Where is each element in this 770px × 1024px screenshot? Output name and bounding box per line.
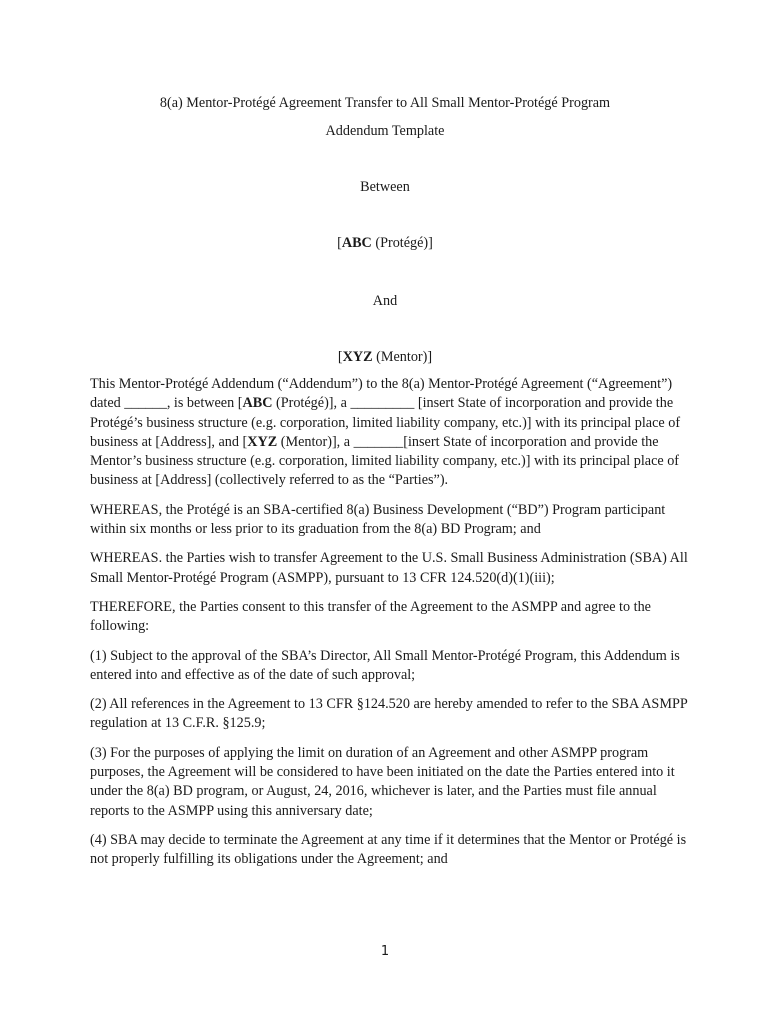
- protege-role: (Protégé)]: [371, 235, 433, 251]
- intro-paragraph: [90, 375, 690, 491]
- document-subtitle: Addendum Template: [325, 123, 445, 139]
- mentor-role: (Mentor)]: [372, 349, 433, 365]
- clause-2: (2) All references in the Agreement to 13 CFR §124.520 are hereby amended to refer to the SBA ASMPP regulation at 13 C.F.R. §125.9;: [90, 696, 688, 732]
- clause-3: (3) For the purposes of applying the limit on duration of an Agreement and other ASMPP program purposes, the Agreement will be considered to have been initiated on the date the Parties entered into it under the 8(a) BD program, or August, 24, 2016, whichever is later, and the Parties must file annual reports to the ASMPP using this anniversary date;: [90, 744, 675, 819]
- clause-1: (1) Subject to the approval of the SBA’s Director, All Small Mentor-Protégé Program, this Addendum is entered into and effective as of the date of such approval;: [90, 647, 680, 683]
- party2-open-bracket: [: [337, 349, 343, 365]
- between-label: Between: [360, 179, 410, 195]
- whereas-paragraph-1: WHEREAS, the Protégé is an SBA-certified 8(a) Business Development (“BD”) Program participant within six months or less prior to its graduation from the 8(a) BD Program; and: [90, 501, 666, 538]
- mentor-party-line: [0, 348, 770, 366]
- clause-4: (4) SBA may decide to terminate the Agreement at any time if it determines that the Mentor or Protégé is not properly fulfilling its obligations under the Agreement; and: [90, 831, 687, 868]
- and-label: And: [372, 293, 398, 309]
- party1-open-bracket: [: [337, 235, 342, 251]
- intro-text-3: (Mentor)], a _______[insert State of incorporation and provide the Mentor’s business structure (e.g. corporation, limited liability company, etc.)] with its principal place of business at [Address] (collectively referred to as the “Parties”).: [90, 433, 680, 489]
- mentor-name: XYZ: [342, 349, 373, 365]
- intro-protege-name: ABC: [242, 395, 273, 412]
- page-number: 1: [380, 944, 390, 959]
- protege-name: ABC: [341, 235, 372, 251]
- intro-text-1: This Mentor-Protégé Addendum (“Addendum”) to the 8(a) Mentor-Protégé Agreement (“Agreement”) dated ______, is between [: [90, 376, 673, 412]
- document-title: 8(a) Mentor-Protégé Agreement Transfer to All Small Mentor-Protégé Program: [159, 95, 611, 111]
- whereas-paragraph-2: WHEREAS. the Parties wish to transfer Agreement to the U.S. Small Business Administration (SBA) All Small Mentor-Protégé Program (ASMPP), pursuant to 13 CFR 124.520(d)(1)(iii);: [90, 550, 688, 586]
- intro-mentor-name: XYZ: [247, 433, 278, 450]
- protege-party-line: [0, 234, 770, 252]
- agreement-body: [90, 375, 690, 870]
- intro-text-2: (Protégé)], a _________ [insert State of incorporation and provide the Protégé’s business structure (e.g. corporation, limited liability company, etc.)] with its principal place of business at [Address], and [: [90, 395, 681, 450]
- therefore-paragraph: THEREFORE, the Parties consent to this transfer of the Agreement to the ASMPP and agree to the following:: [90, 598, 651, 635]
